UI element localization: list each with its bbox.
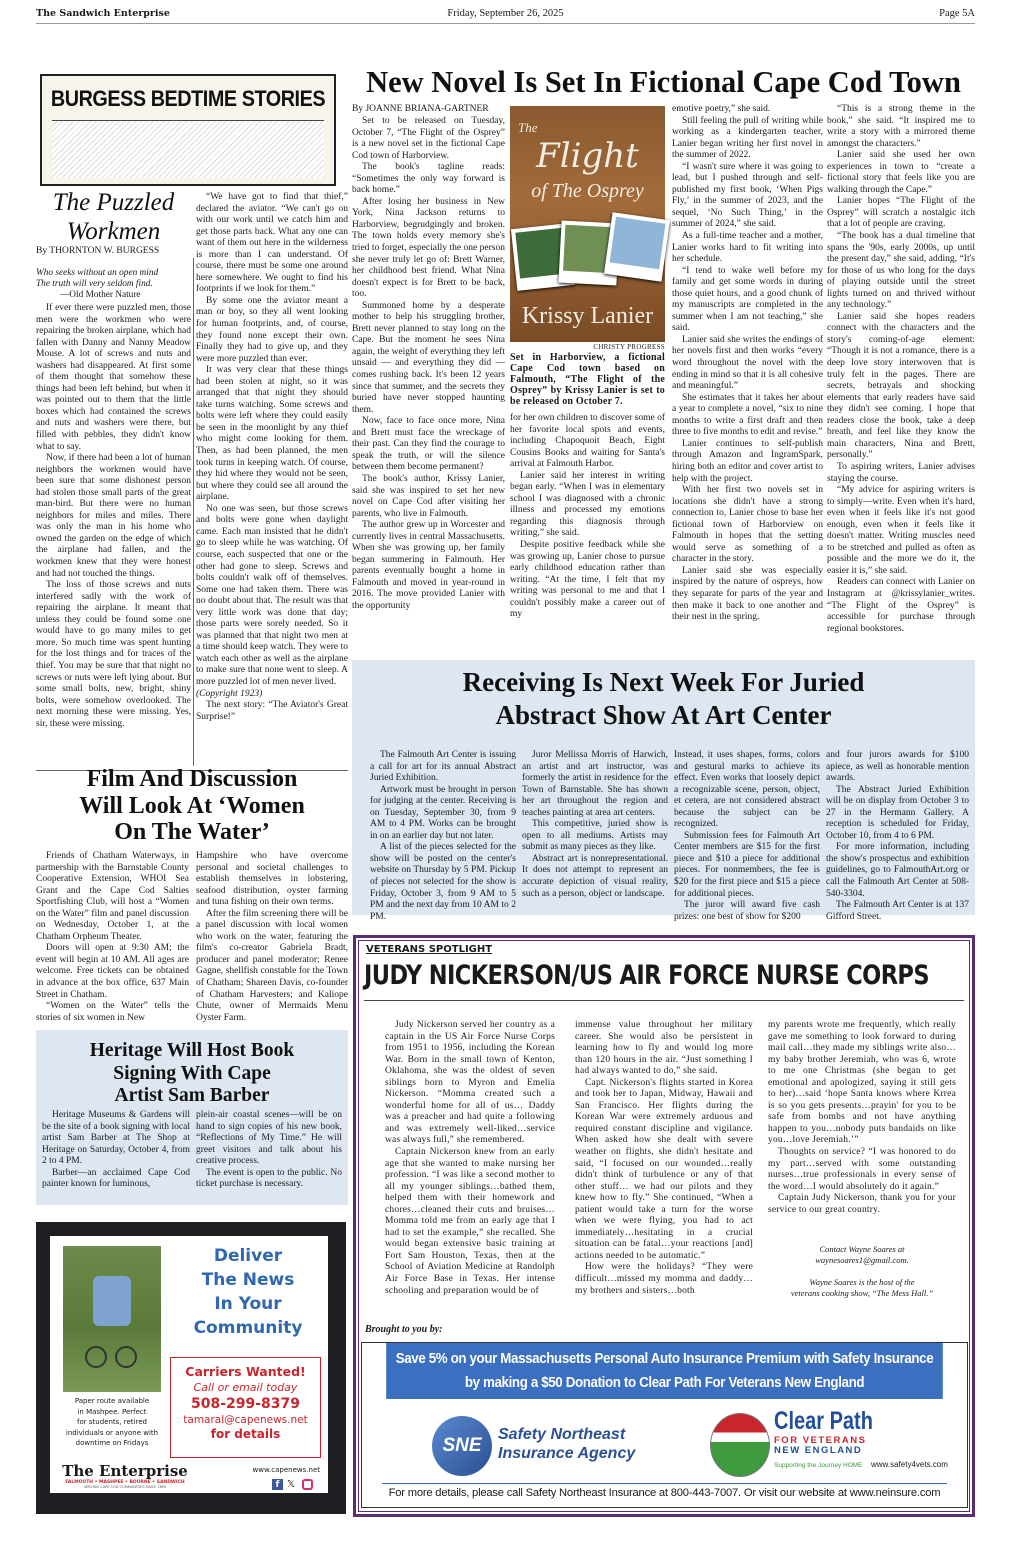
paragraph: my parents wrote me frequently, which really gave me something to look forward to during mail call…they made my siblings write also…my baby brother Jeremiah, who was 6, wrote to me one Christmas (she began to get emotional and apologized, saying it still gets to her)…said ‘hope Santa knows where Krrea is so you gets presents…prayin' for you to be safe from bombs and not have anything happen to you…nobody puts bandaids on like you…love Jeremiah.’” — [768, 1020, 956, 1146]
headline-line: Heritage Will Host Book — [89, 1040, 295, 1061]
art-column — [674, 750, 820, 922]
clear-path-name — [774, 1409, 948, 1471]
paragraph: Doors will open at 9:30 AM; the event will begin at 10 AM. All ages are welcome. Free tickets can be obtained in advance at the box office, 637 Main Street in Chatham. — [36, 943, 189, 1000]
paragraph: Heritage Museums & Gardens will be the site of a book signing with local artist Sam Barber at The Shop at Heritage on Saturday, October 4, from 2 to 4 PM. — [42, 1110, 190, 1167]
blurb-line: for students, retired — [77, 1418, 147, 1426]
epigraph-attribution: —Old Mother Nature — [60, 290, 141, 300]
paragraph: Juror Mellissa Morris of Harwich, an artist and art instructor, was formerly the artist in residence for the Town of Barnstable. She has shown her art throughout the region and teaches painting at area art centers. — [522, 750, 668, 818]
paragraph: Lanier continues to self-publish through Amazon and IngramSpark, hiring both an editor and cover artist to help with the project. — [672, 438, 823, 484]
paragraph: Now, face to face once more, Nina and Brett must face the wreckage of their past. Can they find the courage to speak the truth, or will the silence between them become permanent? — [352, 416, 505, 473]
paragraph: Lanier hopes “The Flight of the Osprey” will scratch a nostalgic itch that a lot of people are craving. — [827, 196, 975, 230]
film-headline — [36, 766, 348, 846]
paragraph: Lanier said she writes the endings of her novels first and then works “every word throughout the novel with the ending in mind so that it is all cohesive and meaningful.” — [672, 334, 823, 392]
cover-title: of The Osprey — [531, 180, 644, 202]
novel-column — [510, 413, 665, 651]
paragraph: The juror will award five cash prizes: one best of show for $200 — [674, 900, 820, 922]
heritage-column — [42, 1110, 190, 1202]
carriers-wanted-box — [170, 1357, 321, 1458]
paragraph: Hampshire who have overcome personal and societal challenges to establish themselves in lobstering, seafood distribution, oyster farming and tuna fishing on their own terms. — [196, 851, 348, 908]
art-headline — [352, 666, 975, 732]
paragraph: Lanier said she was especially inspired by the nature of ospreys, how they separate for parts of the year and then make it back to one another and their nest in the spring. — [672, 565, 823, 623]
x-icon[interactable]: 𝕏 — [287, 1479, 296, 1490]
veterans-column — [385, 1020, 555, 1320]
paragraph: plein-air coastal scenes—will be on hand to sign copies of his new book, “Reflections of My Time.” He will greet visitors and talk about his creative process. — [196, 1110, 342, 1167]
photo-wheel — [85, 1346, 107, 1368]
paragraph: For more information, including the show's prospectus and exhibition guidelines, go to FalmouthArt.org or call the Falmouth Art Center at 508-540-3304. — [826, 842, 969, 899]
paragraph: Lanier said she hopes readers connect with the characters and the story's coming-of-age element: “Though it is not a romance, there is a deep love story interwoven that is truly felt in the pages. There are secrets, betrayals and shocking elements that early readers have said they didn't see coming. I hope that readers close the book, take a deep breath, and feel like they know the main characters, Nina and Brett, personally.” — [827, 311, 975, 461]
art-column — [370, 750, 516, 922]
issue-date: Friday, September 26, 2025 — [447, 8, 564, 19]
logo-tagline: SERVING CAPE COD COMMUNITIES SINCE 1895 — [83, 1485, 167, 1489]
paragraph: Set to be released on Tuesday, October 7, “The Flight of the Osprey” is a new novel set in the fictional Cape Cod town of Harborview. — [352, 116, 505, 161]
logo-text: BURGESS BEDTIME STORIES — [50, 86, 326, 111]
paragraph: Despite positive feedback while she was growing up, Lanier chose to pursue early childhood education rather than writing. “At the time, I felt that my writing was personal to me and that I couldn't possibly make a career out of my — [510, 540, 665, 620]
cover-author: Krissy Lanier — [521, 303, 654, 329]
burgess-column — [36, 303, 191, 768]
headline-line: Receiving Is Next Week For Juried — [462, 667, 865, 697]
paragraph: Judy Nickerson served her country as a captain in the US Air Force Nurse Corps from 1951 to 1956, including the Korean War. Born in the small town of Kenton, Oklahoma, she was the oldest of seven siblings born to Myron and Emelia Nickerson. “Momma created such a wonderful home for all of us… Daddy was a preacher and had quite a following and was extremely well-liked…service was always full,” she remembered. — [385, 1020, 555, 1146]
film-column — [196, 851, 348, 1021]
cover-title: The — [518, 120, 538, 135]
veterans-label: VETERANS SPOTLIGHT — [366, 944, 493, 955]
burgess-title — [36, 188, 191, 246]
call-text: Call or email today — [193, 1381, 298, 1394]
burgess-column — [196, 192, 348, 768]
headline-line: In Your — [214, 1294, 282, 1314]
paragraph: The book's author, Krissy Lanier, said she was inspired to set her new novel on Cape Cod after visiting her parents, who live in Falmouth. — [352, 473, 505, 519]
contact-email[interactable]: waynesoares1@gmail.com. — [815, 1254, 909, 1265]
headline-line: Artist Sam Barber — [114, 1085, 270, 1106]
paragraph: Thoughts on service? “I was honored to do my part…served with some outstanding nurses…true professionals in every sense of the word…I would absolutely do it again.” — [768, 1147, 956, 1192]
banner-line: by making a $50 Donation to Clear Path For Veterans New England — [464, 1375, 865, 1391]
brought-to-you-by: Brought to you by: — [365, 1324, 443, 1335]
route-blurb — [56, 1396, 168, 1449]
art-column — [522, 750, 668, 900]
paragraph: If ever there were puzzled men, those men were the workmen who were repairing the broken airplane, which had fallen with Danny and Nanny Meadow Mouse. A lot of screws and nuts and washers had disappeared. At first some of them thought that somehow these things had been left behind, but when it was pointed out to them that the little boxes which had contained the screws and nuts and washers were there, but filled with pebbles, they didn't know what to say. — [36, 303, 191, 452]
paper-name: The Sandwich Enterprise — [36, 8, 170, 19]
cover-title: Flight — [536, 136, 639, 176]
epigraph — [36, 268, 191, 301]
paragraph: “I tend to wake well before my family and get some words in during those quiet hours, and a good chunk of my manuscripts are completed in the summer when I am not teaching,” she said. — [672, 265, 823, 334]
paragraph: The book's tagline reads: “Sometimes the only way forward is back home.” — [352, 162, 505, 196]
photo-wheel — [115, 1346, 137, 1368]
art-column — [826, 750, 969, 922]
novel-column — [352, 116, 505, 651]
copyright-note: (Copyright 1923) — [196, 688, 263, 699]
burgess-byline: By THORNTON W. BURGESS — [36, 246, 160, 256]
instagram-icon[interactable] — [302, 1479, 313, 1490]
novel-headline: New Novel Is Set In Fictional Cape Cod Town — [366, 65, 961, 99]
email-link[interactable]: tamaral@capenews.net — [183, 1414, 308, 1426]
ad-divider — [382, 1483, 947, 1484]
paragraph: It was very clear that these things had been stolen at night, so it was arranged that that night they should take turns watching. Some screws and bolts were left where they could easily be seen in the moonlight by any thief who might come looking for them. Then, as had been planned, the men took turns in keeping watch. Of course, they hid where they would not be seen, but where they could see all around the airplane. — [196, 365, 348, 503]
paragraph: To aspiring writers, Lanier advises staying the course. — [827, 461, 975, 484]
facebook-icon[interactable]: f — [272, 1479, 283, 1490]
cp-website-link[interactable]: www.safety4vets.com — [870, 1460, 948, 1469]
paragraph: The event is open to the public. No ticket purchase is necessary. — [196, 1167, 342, 1190]
paragraph: No one was seen, but those screws and bolts were gone when daylight came. Each man insisted that he didn't go to sleep while he was watching. Of course, each suspected that one or the other had gone to sleep. Screws and bolts couldn't walk off of themselves. Some one had taken them. There was no doubt about that. The result was that very little work was done that day; those parts were sorely needed. So it was planned that that night two men at a time should keep watch. They were to watch each other as well as the airplane to make sure that none went to sleep. A more puzzled lot of men never lived. — [196, 503, 348, 687]
insurance-footer: For more details, please call Safety Northeast Insurance at 800-443-7007. Or visit our website at www.neinsure.com — [388, 1487, 941, 1499]
photo-caption: Set in Harborview, a fictional Cape Cod town based on Falmouth, “The Flight of the Osprey” by Krissy Lanier is set to be released on October 7. — [510, 352, 665, 407]
paragraph: Still feeling the pull of writing while working as a kindergarten teacher, Lanier began writing her first novel in the summer of 2022. — [672, 115, 823, 161]
novel-column — [672, 104, 823, 651]
title-line: Workmen — [66, 218, 161, 245]
cp-tagline: Supporting the Journey HOME — [774, 1462, 863, 1469]
paragraph: How were the holidays? “They were difficult…missed my momma and daddy…my brothers and sisters…both — [575, 1262, 753, 1296]
headline-line: The News — [201, 1270, 295, 1290]
paragraph: emotive poetry,” she said. — [672, 104, 771, 114]
page-header — [36, 8, 975, 24]
headline-line: Abstract Show At Art Center — [495, 700, 832, 730]
paragraph: “We have got to find that thief,” declared the aviator. “We can't go on with our work until we catch him and get those parts back. What any one can want of them out here in the wilderness is more than I can understand. Of course, there must be some one around here somewhere. We ought to find his footprints if we look for them.” — [196, 192, 348, 295]
paragraph: Instead, it uses shapes, forms, colors and gestural marks to achieve its effect. Even works that loosely depict a recognizable scene, person, object, et cetera, are not considered abstract because the subject can be recognized. — [674, 750, 820, 830]
paragraph: Captain Nickerson knew from an early age that she wanted to make nursing her profession. “I was like a second mother to all my younger siblings…bathed them, helped them with their homework and chores…cleaned their cuts and bruises…Momma told me from an early age that I had to set the example,” she recalled. She would began extensive basic training at Fort Sam Houston, Texas, then at the School of Aviation Medicine at Randolph Air Force Base in Texas. Her intense schooling and preparation would be of — [385, 1147, 555, 1296]
paragraph: Barber—an acclaimed Cape Cod painter known for luminous, — [42, 1167, 190, 1190]
cp-sub: FOR VETERANS — [774, 1435, 867, 1446]
name-line: Safety Northeast — [498, 1426, 626, 1443]
headline-line: Will Look At ‘Women — [79, 792, 305, 819]
section-divider — [364, 1000, 964, 1001]
burgess-bedtime-stories-logo — [40, 74, 336, 186]
paragraph: Submission fees for Falmouth Art Center members are $15 for the first piece and $10 a piece for additional pieces. For nonmembers, the fee is $20 for the first piece and $15 a piece for additional pieces. — [674, 830, 820, 899]
column-rule — [193, 258, 194, 766]
novel-column — [827, 104, 975, 651]
bio-line: veterans cooking show, “The Mess Hall.” — [790, 1287, 934, 1298]
carrier-ad — [36, 1222, 346, 1514]
veterans-column — [768, 1020, 956, 1236]
paragraph: for her own children to discover some of her favorite local spots and events, including Chapoquoit Beach, Eight Cousins Books and waiting for Santa's arrival at Falmouth Harbor. — [510, 413, 665, 470]
paragraph: Abstract art is nonrepresentational. It does not attempt to represent an accurate depiction of visual reality, such as a person, object or landscape. — [522, 853, 668, 899]
phone-link[interactable]: 508-299-8379 — [190, 1396, 301, 1412]
film-column — [36, 851, 189, 1021]
cover-photo — [604, 212, 670, 281]
paragraph: immense value throughout her military career. She would also be persistent in learning how to fly and would log more than 120 hours in the air. “Just something I had always wanted to do,” she said. — [575, 1020, 753, 1077]
insurance-ad — [361, 1342, 968, 1508]
paragraph: “This is a strong theme in the book,” she said. “It inspired me to write a story with a mirrored theme amongst the characters.” — [827, 104, 975, 149]
paragraph: She estimates that it takes her about a year to complete a novel, “six to nine months to write a first draft and then three to five months to edit and revise.” — [672, 392, 823, 438]
headline-line: Signing With Cape — [113, 1062, 271, 1084]
paragraph: The author grew up in Worcester and currently lives in central Massachusetts. When she was growing up, her family began summering in Falmouth. Her parents eventually bought a home in Falmouth and moved in year-round in 2016. The move provided Lanier with the opportunity — [352, 520, 505, 611]
name-line: Insurance Agency — [498, 1445, 636, 1462]
title-line: The Puzzled — [52, 189, 175, 216]
blurb-line: downtime on Fridays — [75, 1439, 149, 1447]
paperboy-photo — [63, 1246, 161, 1392]
clear-path-logo-icon — [710, 1413, 770, 1477]
photo-figure — [93, 1276, 131, 1326]
epigraph-line: Who seeks without an open mind — [36, 268, 159, 278]
paragraph: Capt. Nickerson's flights started in Korea and took her to Japan, Midway, Hawaii and San Francisco. Her flights during the Korean War were extremely arduous and required constant discipline and vigilance. When asked how she dealt with severe weather on flights, she didn't hesitate and said, “I focused on our wounded…really didn't think of turbulence or any of that other stuff… we had our pilots and they knew how to fly.” She continued, “When a patient would take a turn for the worse when we were flying, you had to act immediately…hesitating in a crucial situation can be fatal…your reactions [and] actions needed to be automatic.” — [575, 1077, 753, 1261]
paragraph: After losing her business in New York, Nina Jackson returns to Harborview, begrudgingly and broken. The town holds every memory she's tried to forget, especially the one person she never truly let go of: Brett Warner, her childhood best friend. What Nina doesn't expect is for Brett to be back, too. — [352, 196, 505, 300]
heritage-headline — [36, 1040, 348, 1108]
paragraph: and four jurors awards for $100 apiece, as well as honorable mention awards. — [826, 750, 969, 784]
paragraph: The Abstract Juried Exhibition will be on display from October 3 to 27 in the Hermann Gallery. A reception is scheduled for Friday, October 10, from 4 to 6 PM. — [826, 784, 969, 841]
paragraph: With her first two novels set in locations she didn't have a strong connection to, Lanier chose to base her fictional town of Harborview on Falmouth in hopes that the setting would serve as something of a character in the story. — [672, 485, 823, 565]
contact-line: Contact Wayne Soares at — [819, 1244, 905, 1254]
sne-logo-icon: SNE — [432, 1416, 492, 1476]
enterprise-logo — [60, 1462, 190, 1489]
sne-name — [498, 1425, 635, 1463]
paragraph: “My advice for aspiring writers is to simply—write. Even when it's hard, even when it feels like it's not good enough, even when it feels like it doesn't matter. Writing muscles need to be stretched and pulled as often as possible and the more we do it, the easier it is,” she said. — [827, 485, 975, 576]
blurb-line: individuals or anyone with — [65, 1428, 159, 1437]
novel-byline: By JOANNE BRIANA-GARTNER — [352, 104, 489, 114]
paragraph: By some one the aviator meant a man or boy, so they all went looking for human footprints, and, of course, they found none except their own. Finally they had to give up, and they were more puzzled than ever. — [196, 295, 348, 364]
paragraph: Friends of Chatham Waterways, in partnership with the Barnstable County Cooperative Extension, WHOI Sea Grant and the Cape Cod Salties Sportfishing Club, will host a “Women on the Water” film and panel discussion on Wednesday, October 1, at the Chatham Orpheum Theater. — [36, 851, 189, 942]
paragraph: Captain Judy Nickerson, thank you for your service to our great country. — [768, 1193, 956, 1215]
veterans-headline: JUDY NICKERSON/US AIR FORCE NURSE CORPS — [364, 960, 929, 992]
logo-illustration — [52, 120, 324, 178]
next-story: The next story: “The Aviator's Great Surprise!” — [196, 700, 348, 722]
blurb-line: in Mashpee. Perfect — [77, 1407, 147, 1416]
logo-towns: FALMOUTH • MASHPEE • BOURNE • SANDWICH — [65, 1480, 185, 1485]
veterans-column — [575, 1020, 753, 1320]
paragraph: A list of the pieces selected for the show will be posted on the center's website on Thursday by 5 PM. Pickup of pieces not selected for the show is Friday, October 3, from 9 AM to 5 PM and the next day from 10 AM to 2 PM. — [370, 842, 516, 922]
headline-line: Film And Discussion — [86, 766, 298, 792]
insurance-banner — [386, 1343, 943, 1399]
headline-line: Community — [193, 1318, 303, 1338]
paragraph: As a full-time teacher and a mother, Lanier works hard to fit writing into her schedule. — [672, 231, 823, 265]
social-icons — [272, 1479, 313, 1490]
paragraph: Artwork must be brought in person for judging at the center. Receiving is on Tuesday, September 30, from 9 AM to 4 PM. Works can be brought in on an earlier day but not later. — [370, 784, 516, 841]
paragraph: This competitive, juried show is open to all mediums. Artists may submit as many pieces as they like. — [522, 819, 668, 853]
paragraph: “The book has a dual timeline that spans the '90s, early 2000s, up until the present day,” she said, adding, “It's for those of us who long for the days of playing outside until the street lights turned on and thrived without any technology.” — [827, 231, 975, 311]
deliver-headline — [168, 1244, 328, 1340]
headline-line: Deliver — [213, 1246, 283, 1266]
epigraph-line: The truth will very seldom find. — [36, 279, 153, 289]
bio-line: Wayne Soares is the host of the — [809, 1277, 915, 1287]
page-number: Page 5A — [939, 8, 975, 19]
paragraph: Summoned home by a desperate mother to help his struggling brother, Brett never planned to stay long on the Cape. But the moment he sees Nina again, the weight of everything they left unsaid — and everything they did — comes rushing back. It's been 12 years since that summer, and the secrets they buried have never stopped haunting them. — [352, 300, 505, 415]
author-contact — [768, 1244, 956, 1298]
paragraph: “I wasn't sure where it was going to lead, but I pushed through and self-published my first book, ‘When Pigs Fly,’ in the summer of 2023, and the sequel, ‘No Such Thing,’ in the summer of 2024,” she said. — [672, 161, 823, 230]
cp-title: Clear Path — [774, 1407, 873, 1435]
heritage-column — [196, 1110, 342, 1202]
photo-credit: CHRISTY PROGRESS — [593, 343, 665, 351]
cp-sub: NEW ENGLAND — [774, 1444, 863, 1456]
banner-line: Save 5% on your Massachusetts Personal Auto Insurance Premium with Safety Insurance — [395, 1351, 934, 1367]
blurb-line: Paper route available — [74, 1397, 150, 1405]
details-text: for details — [210, 1427, 281, 1441]
carriers-wanted: Carriers Wanted! — [185, 1364, 306, 1379]
paragraph: The Falmouth Art Center is issuing a call for art for its annual Abstract Juried Exhibition. — [370, 750, 516, 784]
paragraph: Lanier said she used her own experiences in town to “create a fictional story that feels like you are walking through the Cape.” — [827, 150, 975, 195]
logo-text: The Enterprise — [62, 1462, 188, 1480]
website-link[interactable]: www.capenews.net — [252, 1466, 320, 1474]
headline-line: On The Water’ — [114, 819, 270, 845]
paragraph: Readers can connect with Lanier on Instagram at @krissylanier_writes. “The Flight of the Osprey” is accessible for purchase through regional bookstores. — [827, 577, 975, 634]
paragraph: After the film screening there will be a panel discussion with local women who work on the water, featuring the film's co-creator Gabriela Bradt, producer and panel moderator; Renee Gagne, shellfish constable for the Town of Chatham; Shareen Davis, co-founder of Chatham Harvesters; and Kaliope Chute, owner of Mermaids Menu Oyster Farm. — [196, 908, 348, 1023]
paragraph: The loss of those screws and nuts interfered sadly with the work of repairing the airplane. It meant that unless they could be found some one would have to go many miles to get more. So much time was spent hunting for the lost things and for traces of the thief. You may be sure that that night no screws or nuts were left lying about. But some small bolts, new, bright, shiny bolts, were somehow overlooked. The next morning these were missing. Yes, sir, these were missing. — [36, 580, 191, 729]
paragraph: The Falmouth Art Center is at 137 Gifford Street. — [826, 900, 969, 922]
book-cover-image — [510, 106, 665, 342]
paragraph: “Women on the Water” tells the stories of six women in New — [36, 1001, 189, 1023]
paragraph: Lanier said her interest in writing began early. “When I was in elementary school I was diagnosed with a chronic illness and processed my emotions regarding this diagnosis through writing,” she said. — [510, 470, 665, 539]
paragraph: Now, if there had been a lot of human neighbors the workmen would have been sure that some dishonest person had stolen those small parts of the great man-bird. But there were no human neighbors for miles and miles. There was only the man in his home who owned the garden on the edge of which the airplane had fallen, and the workmen knew that they were honest and had not touched the things. — [36, 453, 191, 579]
